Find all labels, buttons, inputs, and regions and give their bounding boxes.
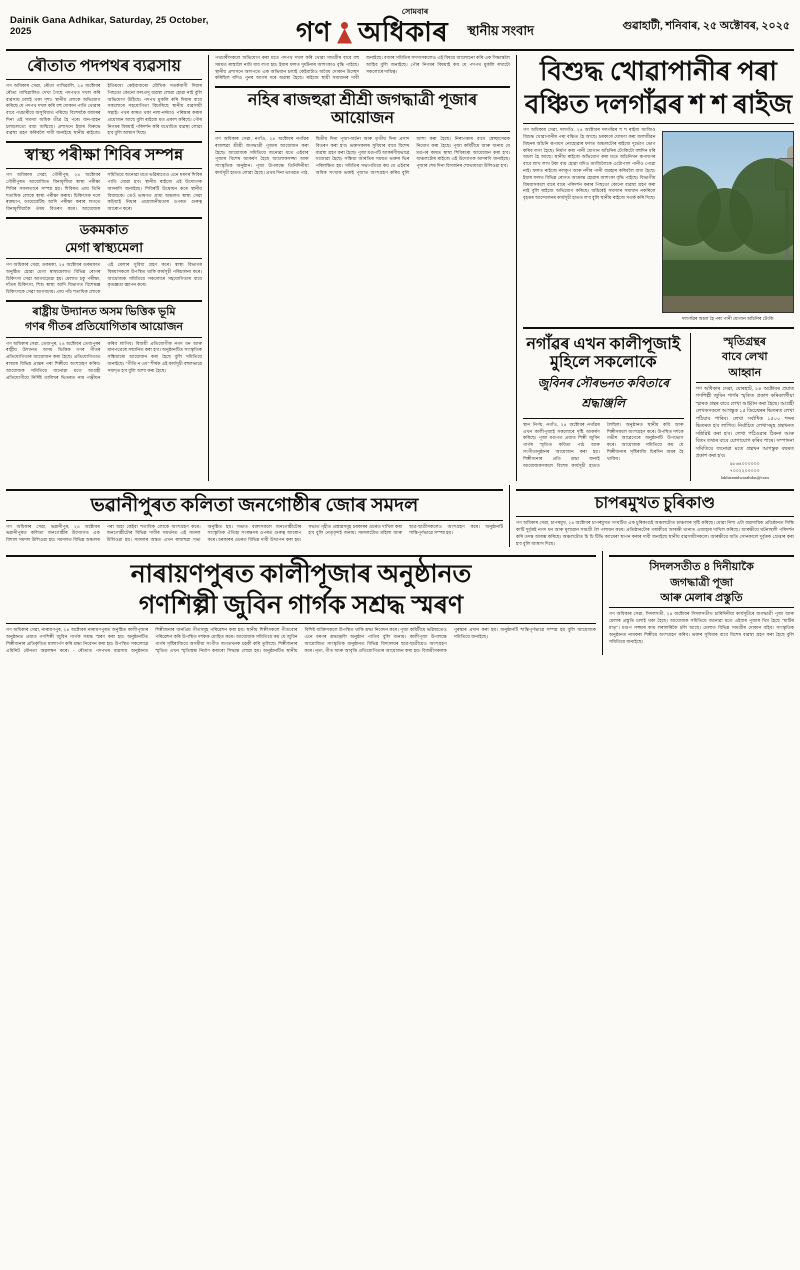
story-body-roita	[6, 83, 202, 137]
dateline: গণ অধিকাৰ সেৱা, ৰৌতা গাখিৱালি, ২৪ অক্টোবৰ	[6, 82, 101, 88]
story-text-3: বিভাগীয় বিষয়াসকলে বাৰে বাৰে পৰিদৰ্শন কৰাৰ পিছতো কোনো ব্যৱস্থা গ্ৰহণ কৰা নাই বুলি ৰাইজে অভিযোগ কৰিছে। অচিৰেই সমস্যাৰ সমাধান নকৰিলে বৃহত্তৰ আন্দোলনৰ কাৰ্যসূচী হাতত ল'ব বুলি স্থানীয় ৰাইজে সতৰ্ক কৰি দিছে।	[523, 174, 656, 201]
story-text-col2: অনুষ্ঠানত স্থানীয় কবি আৰু শিল্পীসকলে অংশগ্ৰহণ কৰে। উপস্থিত দৰ্শকে গভীৰ আৱেগেৰে অনুষ্ঠানটি উপভোগ কৰে। আয়োজক সমিতিয়ে কয় যে শিল্পীজনাৰ সৃষ্টিৰাজি চিৰদিন অমৰ হৈ থাকিব।	[606, 421, 684, 461]
story-text-col2: অনুষ্ঠানত শিল্পীজনাৰ জনপ্ৰিয় গীতসমূহ পৰিৱেশন কৰা হয়। স্থানীয় শিল্পীসকলে গীতবোৰ পৰিৱেশন কৰি উপস্থিত দৰ্শকক মোহিত কৰে। আয়োজক সমিতিয়ে কয় যে জুবিন গাৰ্গৰ সৃষ্টিৰাজিয়ে অসমীয়া সংগীত জগতখনক চহকী কৰি তুলিছে।	[131, 627, 298, 653]
bhawanipur-block	[6, 485, 503, 547]
story-headline-jagaddhatri-puja: নহিৰ ৰাজহুৱা শ্ৰীশ্ৰী জগদ্ধাত্ৰী পূজাৰ আয়োজন	[247, 92, 478, 128]
dateline: গণ অধিকাৰ সেৱা, ভৱানীপুৰ, ২৪ অক্টোবৰ	[6, 523, 100, 529]
memoir-headline-l1: স্মৃতিগ্ৰন্থৰ	[723, 336, 766, 349]
story-body-dokmoka	[6, 262, 202, 296]
bottom-headline-l2: গণশিল্পী জুবিন গাৰ্গক সশ্ৰদ্ধ স্মৰণ	[138, 592, 464, 620]
story-headline-udyan-l2: গণৰ গীতৰ প্ৰতিযোগিতাৰ আয়োজন	[25, 321, 183, 334]
story-body-health-camp	[6, 172, 202, 213]
story-text: ৰৌতা গাখিৱালিত দেখা গৈছে পদপথত দখল কৰি ব্যৱসায় চলাই থকা দৃশ্য। স্থানীয় লোকে অভিযোগ কৰিছে যে পদপথ দখল কৰি বহু দোকান পাতি থোৱাৰ বাবে পথচাৰীয়ে অসুবিধাত পৰিছে। বিশেষকৈ বজাৰৰ দিনা এই সমস্যা অধিক তীব্ৰ হৈ পৰে। যান-বাহন চলাচলতো বাধা জন্মিছে। প্ৰশাসনে ইয়াৰ বিৰুদ্ধে ব্যৱস্থা গ্ৰহণ কৰিবলৈ দাবী জনাইছে স্থানীয় ৰাইজে। ইতিমধ্যে কেইবাবাৰো মৌখিক সতৰ্কবাণী দিয়াৰ পিছতো কোনো ফলপ্ৰসূ ব্যৱস্থা লোৱা হোৱা নাই বুলি অভিযোগ উঠিছে। পদপথ মুকলি কৰি দিয়াৰ বাবে সকলোৰে সহযোগিতা বিচাৰিছে স্থানীয় ব্যৱসায়ী সন্থাই। পথৰ কাষত থকা নলা-নৰ্দমাও পৰিষ্কাৰ কৰাৰ প্ৰয়োজন আছে বুলি ৰাইজে মত প্ৰকাশ কৰিছে। পৌৰ নিগমৰ বিষয়াই পৰিদৰ্শন কৰি যথোচিত ব্যৱস্থা লোৱা হ'ব বুলি আশ্বাস দিছে।	[6, 82, 202, 136]
story-text-col1: নগাঁৱৰ এখন কালীপূজাই সকলোৰে দৃষ্টি আকৰ্ষণ কৰিছে। পূজা মণ্ডপত প্ৰয়াত শিল্পী জুবিন গাৰ্গৰ স্মৃতিত কবিতা পাঠ আৰু সংগীতানুষ্ঠানৰ আয়োজন কৰা হয়। শিল্পীজনাৰ প্ৰতি শ্ৰদ্ধা জনাই আয়োজকসকলে বিশেষ কাৰ্যসূচী হাতত লৈছিল।	[523, 421, 622, 468]
masthead-subtitle: স্থানীয় সংবাদ	[467, 23, 534, 38]
sidalsati-block	[602, 551, 794, 654]
story-body-bhawanipur	[6, 524, 503, 544]
story-body-udyan	[6, 341, 202, 382]
story-text-col3: সভাত গৃহীত প্ৰস্তাৱসমূহ চৰকাৰৰ ওচৰত দাখিল কৰা হ'ব বুলি নেতৃবৃন্দই জনায়। সমদলটোত মহিলা আৰু ছাত্ৰ-ছাত্ৰীসকলেও অংশগ্ৰহণ কৰে। অনুষ্ঠানটি শান্তিপূৰ্ণভাৱে সম্পন্ন হয়।	[308, 523, 503, 536]
masthead-right-date: গুৱাহাটী, শনিবাৰ, ২৫ অক্টোবৰ, ২০২৫	[622, 19, 790, 32]
dateline: গণ অধিকাৰ সেৱা, নাৰায়ণপুৰ, ২৪ অক্টোবৰ	[6, 627, 87, 633]
masthead-center	[225, 6, 605, 46]
sidalsati-headline-l1: সিদলসতীত ৪ দিনীয়াকৈ	[649, 561, 754, 574]
memoir-body	[696, 386, 794, 461]
dateline: গণ অধিকাৰ সেৱা, যোৰহাট, ২৪ অক্টোবৰ	[695, 386, 780, 392]
story-headline-kali-puja-nagaon: নগাঁৱৰ এখন কালীপূজাই মুহিলে সকলোকে	[526, 336, 681, 371]
story-headline-udyan-l1: ৰাষ্ট্ৰীয় উদ্যানত অসম ভিত্তিক ভূমি	[32, 306, 176, 319]
dateline: গণ অধিকাৰ সেৱা, নগাঁও, ২৪ অক্টোবৰ	[215, 136, 294, 141]
memoir-text: প্ৰয়াত গণশিল্পী জুবিন গাৰ্গৰ স্মৃতিত প্ৰকাশ কৰিবলগীয়া স্মাৰক গ্ৰন্থৰ বাবে লেখা আহ্বান কৰা হৈছে। আগ্ৰহী লেখকসকলে আগন্তুক ১৫ ডিচেম্বৰৰ ভিতৰত লেখা পঠিয়াব পাৰিব। লেখা সৰ্বাধিক ১৫০০ শব্দৰ ভিতৰত হ'ব লাগিব। নিৰ্বাচিত লেখাসমূহ গ্ৰন্থখনত সন্নিৱিষ্ট কৰা হ'ব। লেখা পঠিওৱাৰ ঠিকনা আৰু বিতং তথ্যৰ বাবে যোগাযোগ কৰিব পাৰে। সম্পাদনা সমিতিয়ে জনোৱা মতে গ্ৰন্থখন আগন্তুক বছৰত প্ৰকাশ কৰা হ'ব।	[695, 386, 794, 460]
story-text-col1: ভৱানীপুৰত কলিতা জনগোষ্ঠীৰ উদ্যোগত এক বিশাল সমদল উলিওৱা হয়। সমদলত বিভিন্ন অঞ্চলৰ পৰা অহা কেইবা শতাধিক লোকে অংশগ্ৰহণ কৰে। জনগোষ্ঠীটোৰ বিভিন্ন দাবীৰ সমৰ্থনত এই সমদল উলিওৱা হয়।	[6, 523, 201, 543]
story-text: সিদলসতীত চাৰিদিনীয়া কাৰ্যসূচীৰে জগদ্ধাত্ৰী পূজা আৰু মেলাৰ প্ৰস্তুতি চলাই থকা হৈছে। আয়োজক সমিতিয়ে জনোৱা মতে এইবাৰ পূজাৰ থিম হৈছে "মাটিৰ মাতৃ"। মণ্ডপ সজ্জাৰ কাম লৰালৰিকৈ চলি আছে। মেলাত বিভিন্ন সামগ্ৰীৰ দোকান বহিব। সাংস্কৃতিক অনুষ্ঠানত নামকৰা শিল্পীয়ে অংশগ্ৰহণ কৰিব। ভক্তৰ সুবিধাৰ বাবে বিশেষ ব্যৱস্থা গ্ৰহণ কৰা হৈছে বুলি সমিতিয়ে জনাইছে।	[609, 611, 795, 644]
story-text-col2: সমদলৰ অন্তত এখন ৰাজহুৱা সভা অনুষ্ঠিত হয়। সভাত বক্তাসকলে জনগোষ্ঠীটোৰ সাংস্কৃতিক ঐতিহ্য সংৰক্ষণৰ ওপৰত গুৰুত্ব আৰোপ কৰে। চৰকাৰৰ ওচৰত বিভিন্ন দাবী উত্থাপন কৰা হয়।	[134, 523, 302, 543]
story-body-narayanpur	[6, 627, 596, 654]
story-body-chaparmukh	[516, 520, 794, 547]
bottom-area	[6, 551, 794, 654]
logo-text-left: গণ	[296, 17, 332, 47]
sidalsati-headline-l2: জগদ্ধাত্ৰী পূজা	[670, 576, 733, 589]
dateline: গণ অধিকাৰ সেৱা, তেজপুৰ, ২৪ অক্টোবৰ	[6, 340, 82, 346]
memoir-email: lakhiramdwarahdas@com	[720, 474, 769, 480]
story-headline-dokmoka-top: ডকমকাত	[79, 221, 129, 237]
story-headline-roita: ৰৌতাত পদপথৰ ব্যৱসায়	[27, 58, 181, 75]
main-headline-line1: বিশুদ্ধ খোৱাপানীৰ পৰা	[540, 57, 777, 86]
story-text: গৌৰীপুৰত আয়োজিত বিনামূলীয়া স্বাস্থ্য পৰীক্ষা শিবিৰ সফলতাৰে সম্পন্ন হয়। শিবিৰত প্ৰায় তিনি শতাধিক লোকে স্বাস্থ্য পৰীক্ষা কৰায়। চিকিৎসক দলে ৰক্তচাপ, ডায়েবেটিছ আদি পৰীক্ষা কৰাৰ লগতে বিনামূলীয়াকৈ ঔষধ বিতৰণ কৰে। আয়োজক সমিতিয়ে জনোৱা মতে ভৱিষ্যতেও এনে ধৰণৰ শিবিৰ পাতি যোৱা হ'ব। স্থানীয় ৰাইজে এই উদ্যোগক আদৰণি জনাইছে। শিবিৰটি উদ্বোধন কৰে স্থানীয় বিধায়কে। তেওঁ ভাষণত গ্ৰাম্য অঞ্চলত স্বাস্থ্য সেৱা কঢ়িয়াই নিয়াৰ প্ৰয়োজনীয়তাৰ ওপৰত গুৰুত্ব আৰোপ কৰে।	[6, 172, 202, 212]
story-text: তেজপুৰৰ ৰাষ্ট্ৰীয় উদ্যানত অসম ভিত্তিক গণৰ গীতৰ প্ৰতিযোগিতাৰ আয়োজন কৰা হৈছে। প্ৰতিযোগিতাত ৰাজ্যৰ বিভিন্ন প্ৰান্তৰ পৰা শিল্পীয়ে অংশগ্ৰহণ কৰিব। আয়োজক সমিতিয়ে জনোৱা মতে আগ্ৰহী প্ৰতিযোগীয়ে নিৰ্দিষ্ট তাৰিখৰ ভিতৰত নাম পঞ্জীয়ন কৰিব লাগিব। বিজয়ী প্ৰতিযোগীক নগদ ধন আৰু মানপত্ৰেৰে সন্মানিত কৰা হ'ব। অনুষ্ঠানটিত সাংস্কৃতিক সন্ধিয়াৰো আয়োজন কৰা হৈছে বুলি সমিতিয়ে জনাইছে। "গীতি ন এধ" শীৰ্ষক এই কাৰ্যসূচী বহুলভাৱে সমাদৃত হ'ব বুলি আশা কৰা হৈছে।	[6, 340, 202, 380]
dateline: গণ অধিকাৰ সেৱা, গৌৰীপুৰ, ২৪ অক্টোবৰ	[6, 172, 101, 178]
photo-caption: দলগাঁৱৰ অচল হৈ পৰা পানী যোগান আঁচনিৰ টেংকি	[682, 316, 774, 322]
story-body-jagaddhatri-puja	[215, 136, 510, 177]
story-lead-continuation	[215, 55, 510, 82]
middle-column	[208, 55, 517, 481]
dateline: গণ অধিকাৰ সেৱা, সিদলসতী, ২৪ অক্টোবৰ	[609, 611, 690, 617]
water-tank-photo	[662, 131, 795, 313]
story-headline-chaparmukh: চাপৰমুখত চুৰিকাণ্ড	[594, 495, 716, 513]
logo-text-right: অধিকাৰ	[358, 17, 449, 47]
main-headline-line2: বঞ্চিত দলগাঁৱৰ শ শ ৰাইজ	[524, 90, 793, 120]
masthead	[6, 4, 794, 51]
sidalsati-headline-l3: আৰু মেলাৰ প্ৰস্তুতি	[660, 592, 743, 605]
story-text-2: স্থানীয় ৰাইজে অভিযোগ কৰা মতে আঁচনিখন ৰূপায়ণৰ বাবে লাখ লাখ টকা ব্যয় হোৱা যদিও আজিলৈকে এটোপাল পানীও পোৱা নাই। ফলত ৰাইজে নলকূপ আৰু নদীৰ পানী ব্যৱহাৰ কৰিবলৈ বাধ্য হৈছে। ইয়াৰ ফলত বিভিন্ন ৰোগত আক্ৰান্ত হোৱাৰ আশংকা বৃদ্ধি পাইছে।	[523, 154, 656, 180]
chaparmukh-block	[509, 485, 794, 547]
left-column	[6, 55, 202, 481]
story-text: পথচাৰীসকলে অভিযোগ কৰা মতে পদপথ দখল কৰি থোৱা সামগ্ৰীৰ বাবে বহু সময়ত ৰাস্তালৈ নামি যাব লগা হয়। ইয়াৰ ফলত দুৰ্ঘটনাৰ আশংকাও বৃদ্ধি পাইছে। স্থানীয় প্ৰশাসনে অলপতে এক অভিযান চলাই কেইবাটাও অবৈধ দোকান উচ্ছেদ কৰিছিল যদিও পুনৰ আগৰ দৰে অৱস্থা হৈছে। ৰাইজে স্থায়ী সমাধানৰ দাবী জনাইছে। বজাৰ সমিতিৰ সদস্যসকলেও এই বিষয়ে আলোচনা কৰি এক সিদ্ধান্তলৈ আহিব বুলি জনাইছে। পৌৰ নিগমৰ বিষয়াই কয় যে পদপথ মুকলি ৰখাটো সকলোৰে দায়িত্ব।	[215, 55, 510, 81]
story-text-col3: পূজা কমিটীয়ে আৰু জনায় যে মণ্ডপৰ কাষত স্বাস্থ্য শিবিৰৰো আয়োজন কৰা হ'ব। অঞ্চলটোৰ ৰাইজে এই উদ্যোগক আদৰণি জনাইছে। পূজাৰ শেষ দিনা বিসৰ্জনৰ শোভাযাত্ৰা উলিওৱা হ'ব।	[416, 142, 510, 169]
story-text-col3: শিল্পীজনাৰ স্মৃতিত এখন স্মৃতিস্তম্ভ নিৰ্মাণ কৰাৰো সিদ্ধান্ত লোৱা হয়। অনুষ্ঠানটিত স্থানীয় বিশিষ্ট ব্যক্তিসকলে উপস্থিত থাকি শ্ৰদ্ধা নিবেদন কৰে। পূজা কমিটীয়ে ভৱিষ্যতেও এনে ধৰণৰ শ্ৰদ্ধাঞ্জলি অনুষ্ঠান পাতিব বুলি জনায়।	[155, 627, 447, 653]
story-text-col2: পূজা মণ্ডপটি আকৰ্ষণীয়ভাৱে সজোৱা হৈছে। সন্ধিয়া আৰতিৰ সময়ত ভক্তৰ ভিৰ পৰিলক্ষিত হয়। সমিতিৰ সভাপতিয়ে কয় যে এইবাৰ অধিক সংখ্যক ভক্তই পূজাত অংশগ্ৰহণ কৰিব বুলি আশা কৰা হৈছে। নিৰাপত্তাৰ বাবে স্বেচ্ছাসেৱক নিয়োগ কৰা হৈছে।	[315, 136, 510, 175]
story-text: ডকমকাত অনুষ্ঠিত হোৱা মেগা স্বাস্থ্যমেলাত বিভিন্ন ৰোগৰ চিকিৎসা সেৱা আগবঢ়োৱা হয়। মেলাত চকু পৰীক্ষা, দাঁতৰ চিকিৎসা, শিশু স্বাস্থ্য আদি বিভাগত বিশেষজ্ঞ চিকিৎসকে সেৱা আগবঢ়ায়। প্ৰায় পাঁচ শতাধিক লোকে এই মেলাৰ সুবিধা গ্ৰহণ কৰে। স্বাস্থ্য বিভাগৰ বিষয়াসকলে উপস্থিত থাকি কাৰ্যসূচী পৰিচালনা কৰে। আয়োজক সমিতিয়ে সকলোৰে সহযোগিতাৰ বাবে কৃতজ্ঞতা জ্ঞাপন কৰে।	[6, 262, 202, 295]
narayanpur-block	[6, 551, 596, 654]
memoir-headline-l3: আহ্বান	[728, 366, 762, 379]
masthead-left-date: Dainik Gana Adhikar, Saturday, 25 October, 2025	[10, 15, 209, 37]
right-column	[523, 55, 794, 481]
dateline: স্থান নিৰ্ণয়, নগাঁও, ২৪ অক্টোবৰ	[523, 421, 585, 427]
memoir-phone-alt: ৭০০২২০০০০০	[729, 467, 760, 473]
logo-row	[296, 19, 534, 46]
memoir-headline-l2: বাবে লেখা	[721, 351, 768, 364]
story-text-col1: নাৰায়ণপুৰত অনুষ্ঠিত কালীপূজাৰ অনুষ্ঠানত প্ৰয়াত গণশিল্পী জুবিন গাৰ্গক সশ্ৰদ্ধ স্মৰণ কৰা হয়। অনুষ্ঠানটিত শিল্পীজনাৰ প্ৰতিকৃতিত মাল্যাৰ্পণ কৰি শ্ৰদ্ধা নিবেদন কৰা হয়। উপস্থিত সকলোৱে এমিনিট মৌনতা অৱলম্বন কৰে। - ৰৌতাত পদপথৰ ব্যৱসায়	[6, 627, 149, 653]
story-headline-health-camp: স্বাস্থ্য পৰীক্ষা শিবিৰ সম্পন্ন	[24, 147, 184, 165]
story-body-kali-puja	[523, 422, 684, 470]
story-text-1: দলগাঁৱৰ শ শ ৰাইজ আজিও বিশুদ্ধ খোৱাপানীৰ পৰা বঞ্চিত হৈ আছে। চৰকাৰে ঘোষণা কৰা জলজীৱন মিছনৰ আঁচনি ৰূপায়ণ নোহোৱাৰ ফলত অঞ্চলটোৰ ৰাইজে দুৰ্ভোগ ভোগ কৰিব লগা হৈছে। নিৰ্মাণ কৰা পানী যোগান আঁচনিৰ টেংকিটো বহুদিন ধৰি অচল হৈ আছে।	[523, 127, 656, 160]
story-body-sidalsati	[609, 611, 794, 645]
bottom-headline-l1: নাৰায়ণপুৰত কালীপূজাৰ অনুষ্ঠানত	[130, 561, 472, 589]
dateline: গণ অধিকাৰ সেৱা, ডকমকা, ২৪ অক্টোবৰ	[6, 262, 82, 268]
story-headline-bhawanipur: ভৱানীপুৰত কলিতা জনগোষ্ঠীৰ জোৰ সমদল	[90, 495, 419, 517]
memoir-phone: ৯৮৬৪০০০০০০	[729, 460, 760, 466]
story-text-col1: নগাঁৱৰ ৰাজহুৱা শ্ৰীশ্ৰী জগদ্ধাত্ৰী পূজাৰ আয়োজন কৰা হৈছে। আয়োজক সমিতিয়ে জনোৱা মতে এইবাৰ পূজাৰ বিশেষ আকৰ্ষণ হৈছে আলোকসজ্জা আৰু সাংস্কৃতিক অনুষ্ঠান। পূজা উপলক্ষে তিনিদিনীয়া কাৰ্যসূচী হাতত লোৱা হৈছে। প্ৰথম দিনা ভাগৱত পাঠ, দ্বিতীয় দিনা পূজা-অৰ্চনা আৰু তৃতীয় দিনা প্ৰসাদ বিতৰণ কৰা হ'ব। ভক্তসকলৰ সুবিধাৰ বাবে বিশেষ ব্যৱস্থা গ্ৰহণ কৰা হৈছে।	[215, 136, 410, 175]
flame-logo-icon	[336, 22, 353, 44]
story-subhead-kali-puja: জুবিনৰ সৌৰভনত কবিতাৰে শ্ৰদ্ধাঞ্জলি	[537, 375, 669, 410]
dateline: গণ অধিকাৰ সেৱা, চাপৰমুখ, ২৪ অক্টোবৰ	[516, 520, 591, 526]
masthead-kicker: সোমবাৰ	[401, 7, 429, 16]
story-text: চাপৰমুখত সংঘটিত এক চুৰিকাণ্ডই অঞ্চলটোত চাঞ্চল্যৰ সৃষ্টি কৰিছে। যোৱা নিশা এটা ব্যৱসায়িক প্ৰতিষ্ঠানত সিন্ধি কাটি দুৰ্বৃত্তই নগদ ধন আৰু মূল্যৱান সামগ্ৰী লৈ পলায়ন কৰে। প্ৰতিষ্ঠানটোৰ গৰাকীয়ে আৰক্ষী থানাত এজাহাৰ দাখিল কৰিছে। আৰক্ষীয়ে ঘটনাস্থলী পৰিদৰ্শন কৰি তদন্ত আৰম্ভ কৰিছে। অঞ্চলটোত চি চি টিভি ক্যামেৰা স্থাপন কৰাৰ দাবী জনাইছে স্থানীয় ব্যৱসায়ীসকলে। আৰক্ষীয়ে অতি সোনকালে দুৰ্বৃত্তক গ্ৰেপ্তাৰ কৰা হ'ব বুলি আশ্বাস দিছে।	[516, 520, 794, 546]
top-content-area	[6, 55, 794, 481]
dateline: গণ অধিকাৰ সেৱা, দলগাঁও, ২৪ অক্টোবৰ	[523, 127, 600, 133]
mid-band	[6, 485, 794, 547]
main-story-lead	[523, 127, 656, 202]
story-text-col4: কালীপূজা উপলক্ষে আয়োজিত সাংস্কৃতিক অনুষ্ঠানত বিভিন্ন বিদ্যালয়ৰ ছাত্ৰ-ছাত্ৰীয়েও অংশগ্ৰহণ কৰে। নৃত্য, গীত আৰু আবৃত্তি প্ৰতিযোগিতাৰ আয়োজন কৰা হয়। বিজয়ীসকলক পুৰস্কাৰ প্ৰদান কৰা হয়। অনুষ্ঠানটি শান্তিপূৰ্ণভাৱে সম্পন্ন হয় বুলি আয়োজক সমিতিয়ে জনাইছে।	[304, 627, 596, 653]
story-headline-dokmoka-bottom: মেগা স্বাস্থ্যমেলা	[65, 239, 143, 255]
